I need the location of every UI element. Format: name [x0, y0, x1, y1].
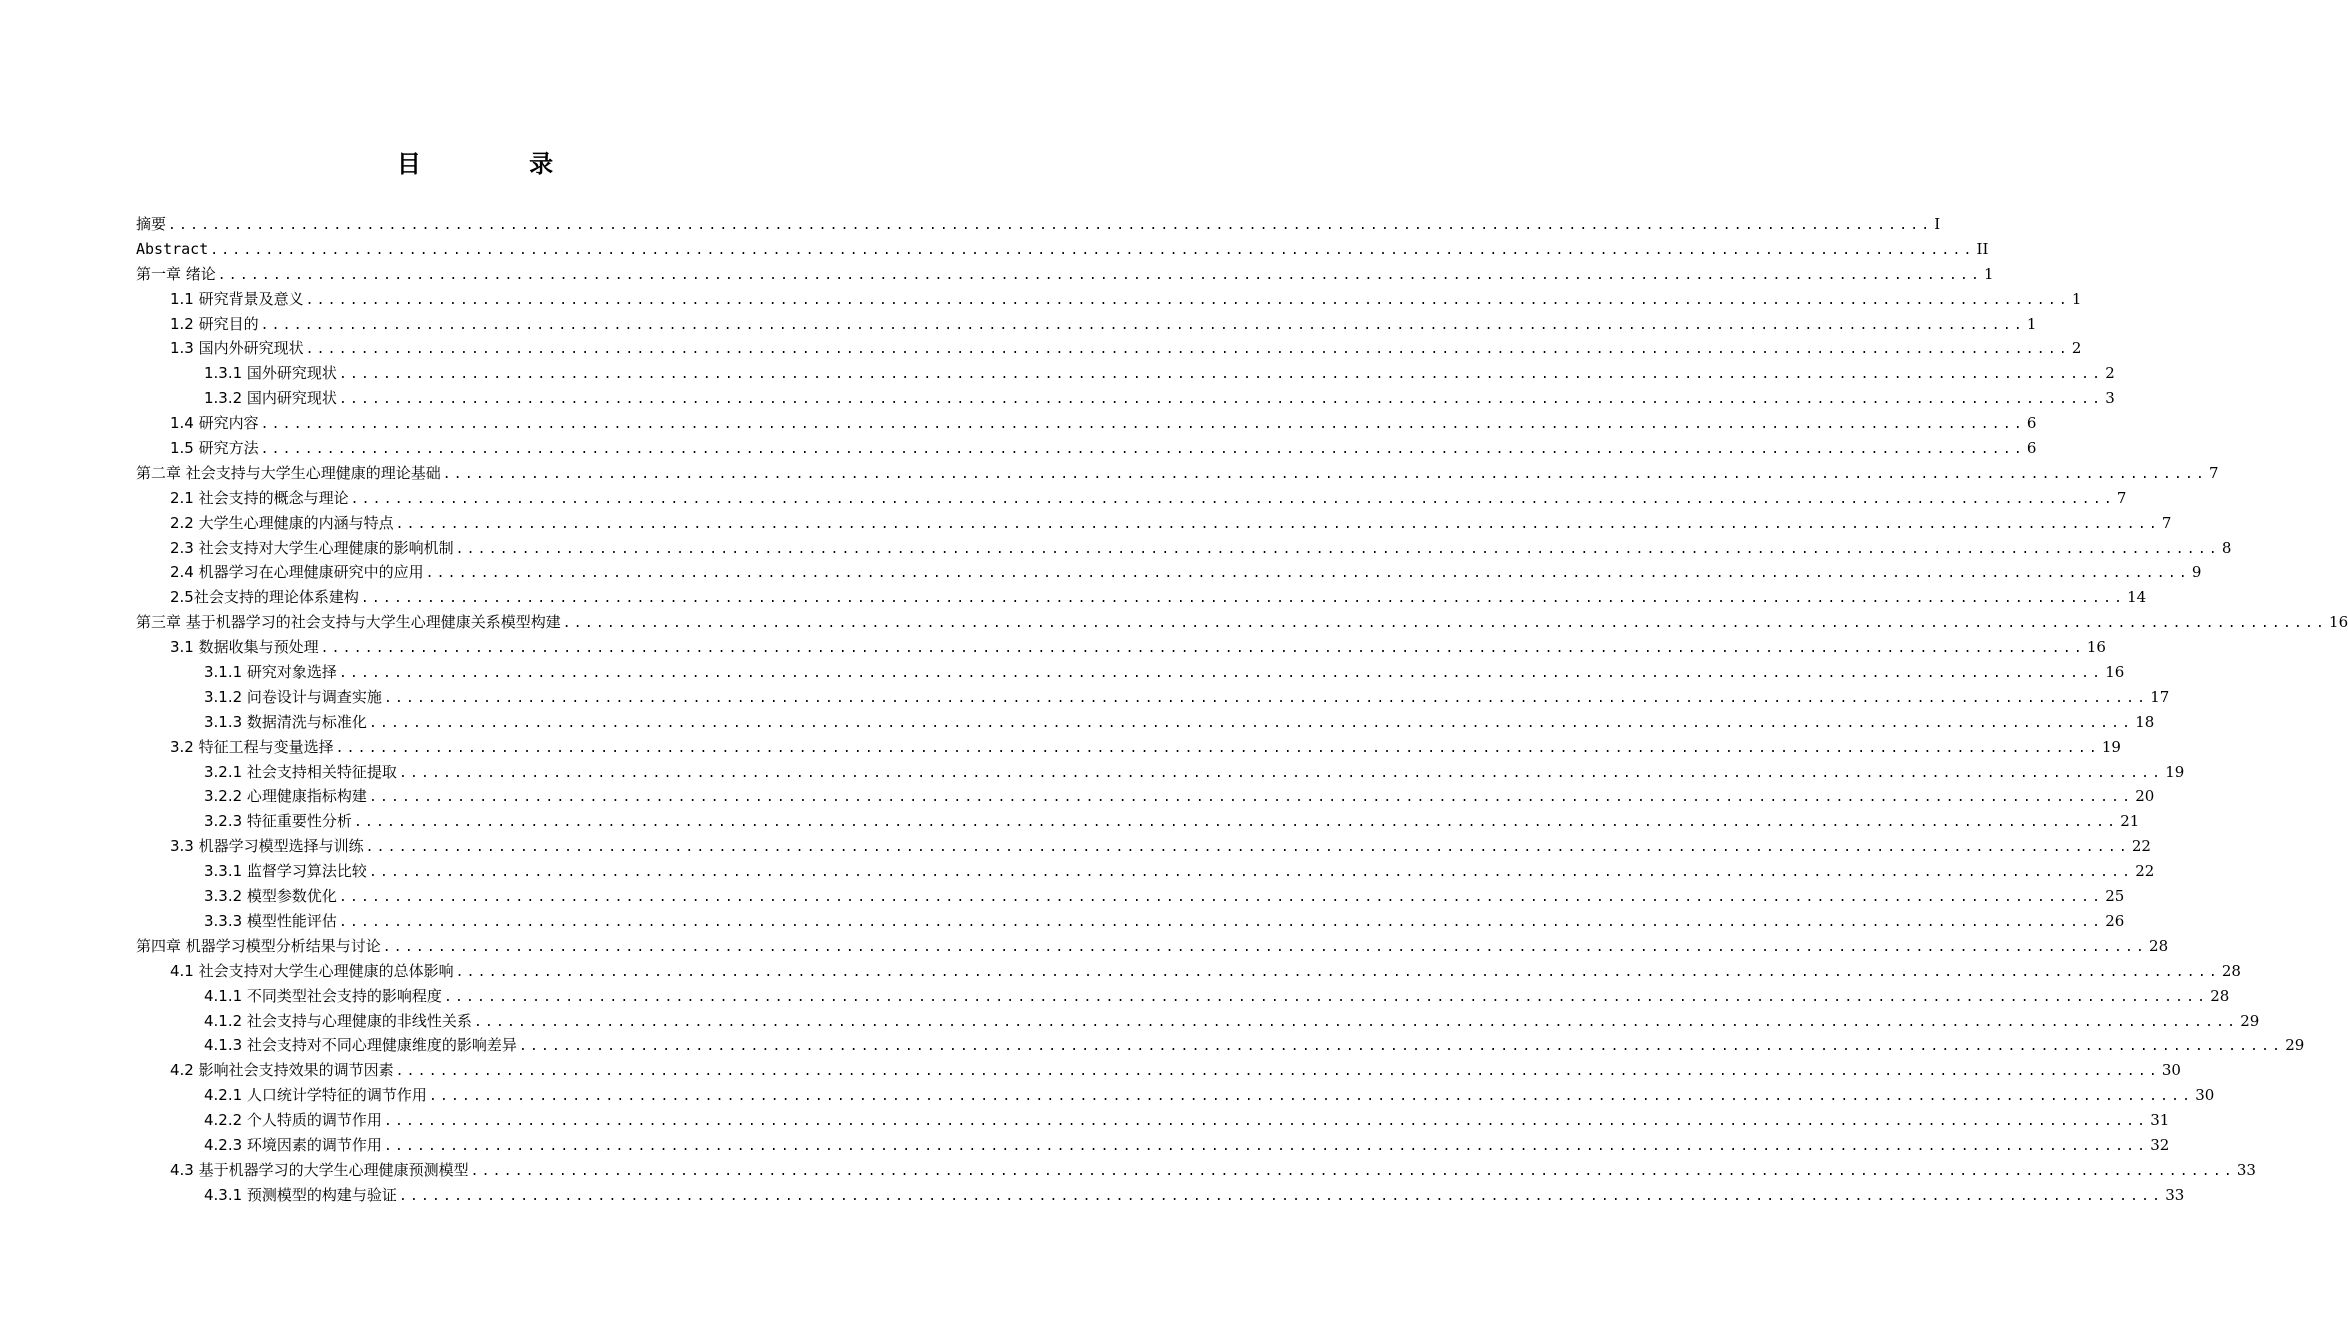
toc-entry-label: Abstract: [136, 239, 209, 258]
toc-dot-leader: ................................................................................................................................................................: [383, 1114, 2149, 1130]
toc-entry-page-number: 20: [2135, 787, 2155, 806]
toc-dot-leader: ................................................................................................................................................................: [338, 367, 2104, 383]
toc-entry[interactable]: [136, 1183, 2185, 1208]
toc-dot-leader: ................................................................................................................................................................: [320, 641, 2085, 657]
toc-entry[interactable]: [136, 859, 2155, 884]
toc-dot-leader: ................................................................................................................................................................: [350, 491, 2115, 507]
toc-entry-label: 4.2.3 环境因素的调节作用: [204, 1135, 382, 1154]
toc-entry-label: 1.2 研究目的: [170, 314, 259, 333]
toc-entry-page-number: 22: [2135, 862, 2155, 881]
toc-entry-page-number: 7: [2209, 463, 2219, 482]
toc-entry-page-number: 21: [2120, 812, 2140, 831]
toc-entry[interactable]: [136, 585, 2147, 610]
toc-entry[interactable]: [136, 834, 2151, 859]
toc-entry-label: 4.1.1 不同类型社会支持的影响程度: [204, 986, 442, 1005]
toc-entry-label: 4.3 基于机器学习的大学生心理健康预测模型: [170, 1160, 469, 1179]
toc-dot-leader: ................................................................................................................................................................: [368, 715, 2134, 731]
toc-entry[interactable]: [136, 237, 1989, 262]
toc-entry-page-number: 7: [2116, 488, 2127, 507]
toc-entry-label: 3.2.1 社会支持相关特征提取: [204, 762, 397, 781]
toc-entry-page-number: 6: [2026, 414, 2037, 433]
toc-dot-leader: ................................................................................................................................................................: [562, 616, 2328, 632]
toc-entry-page-number: 1: [1984, 264, 1994, 283]
toc-dot-leader: ................................................................................................................................................................: [518, 1039, 2284, 1055]
toc-entry-label: 摘要: [136, 215, 167, 233]
toc-dot-leader: ................................................................................................................................................................: [442, 466, 2208, 482]
toc-dot-leader: ................................................................................................................................................................: [368, 865, 2134, 881]
toc-entry[interactable]: [136, 536, 2232, 561]
toc-entry[interactable]: [136, 1083, 2215, 1108]
toc-entry-page-number: 18: [2135, 712, 2155, 731]
toc-entry-label: 3.3.1 监督学习算法比较: [204, 862, 367, 881]
toc-entry-label: 4.2.1 人口统计学特征的调节作用: [204, 1086, 427, 1105]
toc-entry-page-number: 9: [2191, 563, 2202, 582]
toc-entry[interactable]: [136, 784, 2155, 809]
toc-entry-label: 4.1.2 社会支持与心理健康的非线性关系: [204, 1011, 472, 1030]
toc-entry[interactable]: [136, 1033, 2305, 1058]
toc-entry[interactable]: [136, 660, 2125, 685]
toc-entry[interactable]: [136, 560, 2202, 585]
toc-entry[interactable]: [136, 1009, 2260, 1034]
toc-entry-page-number: 19: [2101, 737, 2121, 756]
toc-entry-page-number: 2: [2071, 339, 2082, 358]
toc-dot-leader: ................................................................................................................................................................: [338, 392, 2104, 408]
toc-entry-label: 3.2.2 心理健康指标构建: [204, 787, 367, 806]
toc-dot-leader: ................................................................................................................................................................: [338, 890, 2104, 906]
toc-dot-leader: ................................................................................................................................................................: [383, 690, 2149, 706]
toc-entry-label: 3.3.2 模型参数优化: [204, 887, 337, 906]
toc-entry-page-number: 16: [2086, 638, 2106, 657]
toc-entry[interactable]: [136, 511, 2172, 536]
toc-entry-page-number: 19: [2165, 762, 2185, 781]
toc-entry[interactable]: [136, 361, 2115, 386]
toc-entry-page-number: 16: [2105, 663, 2125, 682]
toc-entry-label: 2.5社会支持的理论体系建构: [170, 588, 359, 607]
toc-entry-label: 2.3 社会支持对大学生心理健康的影响机制: [170, 538, 454, 557]
toc-dot-leader: ................................................................................................................................................................: [365, 840, 2130, 856]
toc-entry[interactable]: [136, 934, 2169, 959]
toc-dot-leader: ................................................................................................................................................................: [260, 442, 2025, 458]
toc-entry-label: 第一章 绪论: [136, 264, 216, 283]
toc-entry[interactable]: [136, 336, 2082, 361]
toc-entry-label: 3.2 特征工程与变量选择: [170, 737, 334, 756]
toc-entry[interactable]: [136, 735, 2121, 760]
toc-entry[interactable]: [136, 436, 2037, 461]
toc-dot-leader: ................................................................................................................................................................: [210, 242, 1975, 258]
toc-entry-page-number: 3: [2105, 389, 2115, 408]
toc-entry-page-number: 29: [2240, 1011, 2260, 1030]
toc-entry-label: 3.2.3 特征重要性分析: [204, 812, 352, 831]
toc-entry-label: 1.3 国内外研究现状: [170, 339, 304, 358]
toc-entry-label: 1.4 研究内容: [170, 414, 259, 433]
toc-dot-leader: ................................................................................................................................................................: [168, 218, 1933, 233]
toc-entry-label: 1.3.1 国外研究现状: [204, 364, 337, 383]
toc-dot-leader: ................................................................................................................................................................: [305, 292, 2070, 308]
toc-dot-leader: ................................................................................................................................................................: [383, 1138, 2149, 1154]
toc-entry-page-number: 17: [2150, 687, 2170, 706]
toc-entry-label: 1.3.2 国内研究现状: [204, 389, 337, 408]
toc-entry-label: 3.1 数据收集与预处理: [170, 638, 319, 657]
toc-dot-leader: ................................................................................................................................................................: [217, 267, 1983, 283]
toc-entry-label: 4.1.3 社会支持对不同心理健康维度的影响差异: [204, 1036, 517, 1055]
toc-entry-label: 第二章 社会支持与大学生心理健康的理论基础: [136, 463, 441, 482]
toc-entry[interactable]: [136, 809, 2140, 834]
toc-entry-page-number: 33: [2236, 1160, 2256, 1179]
toc-dot-leader: ................................................................................................................................................................: [395, 1064, 2160, 1080]
toc-entry[interactable]: [136, 212, 1941, 237]
toc-entry-page-number: 25: [2105, 887, 2125, 906]
toc-entry-page-number: 33: [2165, 1185, 2185, 1204]
toc-title: 目 录: [396, 150, 604, 178]
toc-dot-leader: ................................................................................................................................................................: [382, 939, 2148, 955]
toc-entry-page-number: 29: [2285, 1036, 2305, 1055]
toc-entry-page-number: 8: [2221, 538, 2232, 557]
toc-entry[interactable]: [136, 262, 1994, 287]
toc-dot-leader: ................................................................................................................................................................: [425, 566, 2190, 582]
toc-list: [136, 212, 2348, 1208]
toc-entry-page-number: 26: [2105, 911, 2125, 930]
toc-entry[interactable]: [136, 287, 2082, 312]
toc-entry-page-number: 30: [2195, 1086, 2215, 1105]
toc-entry[interactable]: [136, 1108, 2170, 1133]
toc-entry-label: 2.2 大学生心理健康的内涵与特点: [170, 513, 394, 532]
toc-dot-leader: ................................................................................................................................................................: [455, 964, 2220, 980]
toc-entry-label: 3.3.3 模型性能评估: [204, 911, 337, 930]
toc-dot-leader: ................................................................................................................................................................: [398, 765, 2164, 781]
toc-dot-leader: ................................................................................................................................................................: [338, 666, 2104, 682]
toc-dot-leader: ................................................................................................................................................................: [335, 740, 2100, 756]
toc-dot-leader: ................................................................................................................................................................: [428, 1089, 2194, 1105]
toc-entry-label: 第三章 基于机器学习的社会支持与大学生心理健康关系模型构建: [136, 613, 561, 632]
toc-entry[interactable]: [136, 685, 2170, 710]
toc-entry[interactable]: [136, 461, 2219, 486]
toc-dot-leader: ................................................................................................................................................................: [260, 317, 2025, 333]
toc-entry-label: 3.1.1 研究对象选择: [204, 663, 337, 682]
toc-entry-label: 3.1.3 数据清洗与标准化: [204, 712, 367, 731]
toc-entry-label: 1.5 研究方法: [170, 439, 259, 458]
toc-entry[interactable]: [136, 1133, 2170, 1158]
toc-entry[interactable]: [136, 486, 2127, 511]
toc-entry[interactable]: [136, 1058, 2181, 1083]
toc-dot-leader: ................................................................................................................................................................: [260, 417, 2025, 433]
toc-entry-page-number: 30: [2161, 1061, 2181, 1080]
toc-dot-leader: ................................................................................................................................................................: [443, 989, 2209, 1005]
toc-entry-label: 3.1.2 问卷设计与调查实施: [204, 687, 382, 706]
toc-entry-label: 4.2.2 个人特质的调节作用: [204, 1111, 382, 1130]
toc-entry-page-number: 1: [2071, 289, 2082, 308]
toc-entry[interactable]: [136, 610, 2348, 635]
toc-entry-page-number: I: [1934, 215, 1941, 233]
toc-entry-label: 4.3.1 预测模型的构建与验证: [204, 1185, 397, 1204]
toc-dot-leader: ................................................................................................................................................................: [398, 1188, 2164, 1204]
toc-dot-leader: ................................................................................................................................................................: [360, 591, 2126, 607]
toc-entry[interactable]: [136, 909, 2125, 934]
toc-entry[interactable]: [136, 411, 2037, 436]
toc-entry-label: 3.3 机器学习模型选择与训练: [170, 837, 364, 856]
toc-dot-leader: ................................................................................................................................................................: [338, 914, 2104, 930]
toc-dot-leader: ................................................................................................................................................................: [353, 815, 2119, 831]
toc-entry-page-number: 28: [2221, 961, 2241, 980]
toc-entry-page-number: 14: [2127, 588, 2147, 607]
toc-entry-page-number: 22: [2131, 837, 2151, 856]
toc-entry[interactable]: [136, 312, 2037, 337]
toc-entry-label: 2.4 机器学习在心理健康研究中的应用: [170, 563, 424, 582]
toc-entry-page-number: 2: [2105, 364, 2115, 383]
toc-entry-page-number: 16: [2329, 613, 2348, 632]
toc-entry-page-number: 6: [2026, 439, 2037, 458]
toc-entry-page-number: 32: [2150, 1135, 2170, 1154]
toc-dot-leader: ................................................................................................................................................................: [395, 516, 2160, 532]
toc-entry-label: 4.1 社会支持对大学生心理健康的总体影响: [170, 961, 454, 980]
toc-entry[interactable]: [136, 959, 2241, 984]
toc-entry-page-number: 7: [2161, 513, 2172, 532]
toc-entry[interactable]: [136, 984, 2230, 1009]
toc-dot-leader: ................................................................................................................................................................: [455, 541, 2220, 557]
toc-dot-leader: ................................................................................................................................................................: [470, 1163, 2235, 1179]
toc-entry-page-number: 1: [2026, 314, 2037, 333]
toc-entry[interactable]: [136, 386, 2115, 411]
toc-entry-label: 4.2 影响社会支持效果的调节因素: [170, 1061, 394, 1080]
toc-entry-page-number: 28: [2149, 936, 2169, 955]
toc-entry-label: 第四章 机器学习模型分析结果与讨论: [136, 936, 381, 955]
toc-entry[interactable]: [136, 1158, 2256, 1183]
toc-dot-leader: ................................................................................................................................................................: [305, 342, 2070, 358]
toc-entry[interactable]: [136, 635, 2106, 660]
toc-entry-page-number: II: [1976, 239, 1989, 258]
toc-dot-leader: ................................................................................................................................................................: [368, 790, 2134, 806]
toc-entry-label: 2.1 社会支持的概念与理论: [170, 488, 349, 507]
toc-entry[interactable]: [136, 710, 2155, 735]
toc-entry[interactable]: [136, 760, 2185, 785]
toc-entry-page-number: 31: [2150, 1111, 2170, 1130]
toc-entry[interactable]: [136, 884, 2125, 909]
toc-entry-page-number: 28: [2210, 986, 2230, 1005]
toc-dot-leader: ................................................................................................................................................................: [473, 1014, 2239, 1030]
toc-entry-label: 1.1 研究背景及意义: [170, 289, 304, 308]
